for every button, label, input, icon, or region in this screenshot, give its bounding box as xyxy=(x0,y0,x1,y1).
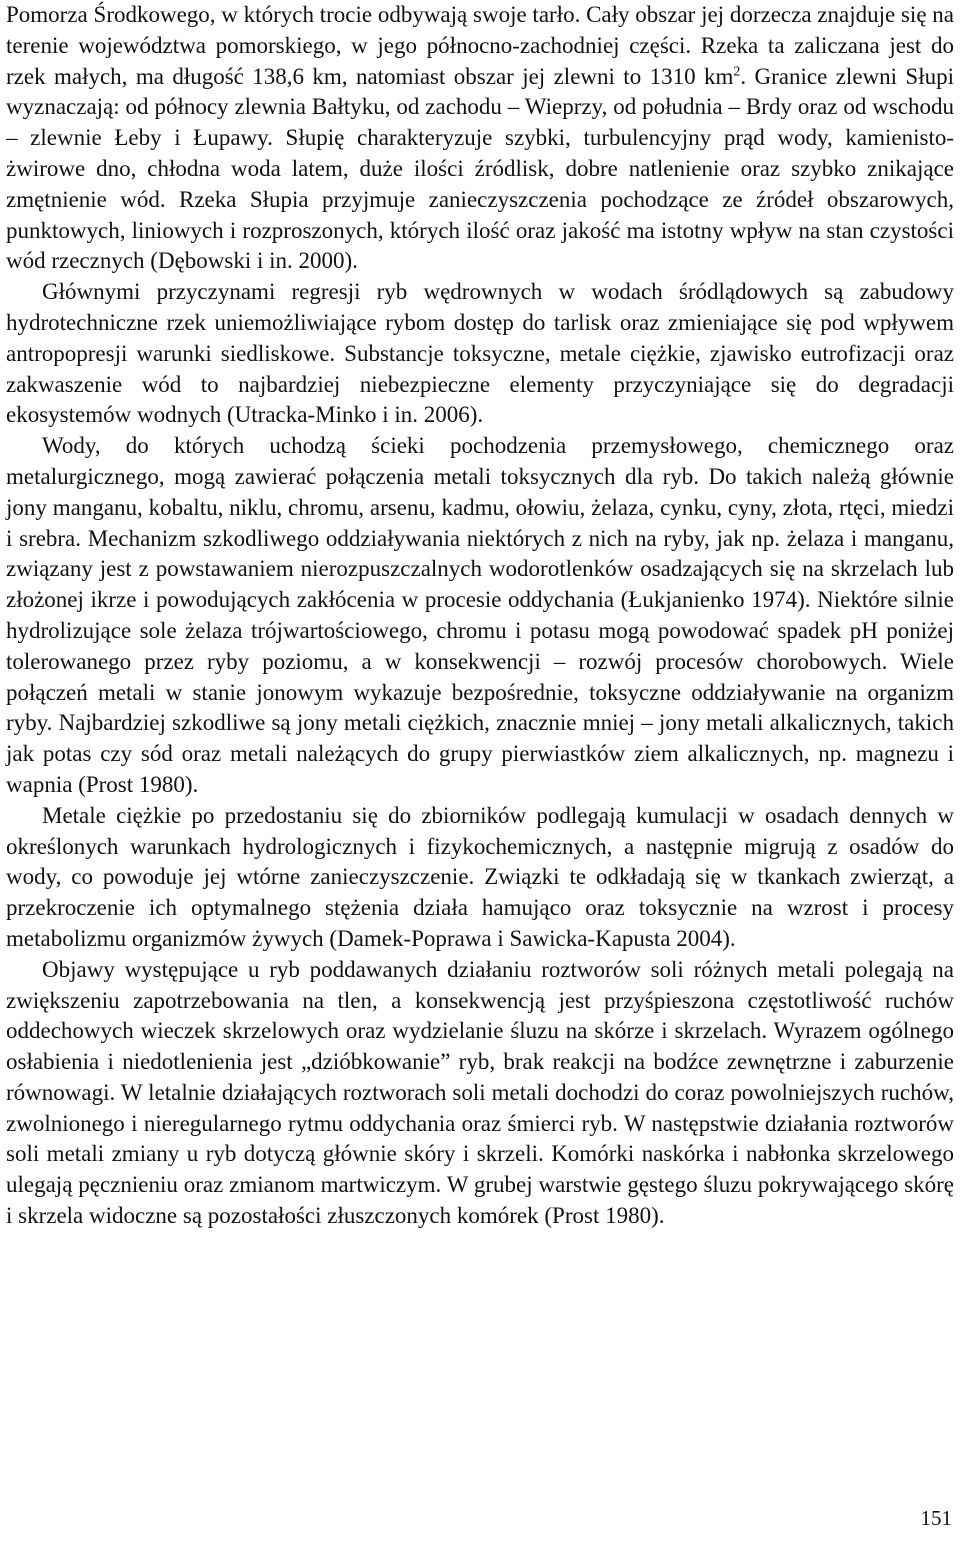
paragraph-5: Objawy występujące u ryb poddawanych działaniu roztworów soli różnych metali polegają na zwiększeniu zapotrzebowania na tlen, a konsekwencją jest przyśpieszona częstotliwość ruchów oddechowych wieczek skrzelowych oraz wydzielanie śluzu na skórze i skrzelach. Wyrazem ogólnego osłabienia i niedotlenienia jest „dzióbkowanie” ryb, brak reakcji na bodźce zewnętrzne i zaburzenie równowagi. W letalnie działających roztworach soli metali dochodzi do coraz powolniejszych ruchów, zwolnionego i nieregularnego rytmu oddychania oraz śmierci ryb. W następstwie działania roztworów soli metali zmiany u ryb dotyczą głównie skóry i skrzeli. Komórki naskórka i nabłonka skrzelowego ulegają pęcznieniu oraz zmianom martwiczym. W grubej warstwie gęstego śluzu pokrywającego skórę i skrzela widoczne są pozostałości złuszczonych komórek (Prost 1980). xyxy=(6,956,954,1229)
page-number: 151 xyxy=(920,1506,952,1530)
paragraph-text: . Granice zlewni Słupi wyznaczają: od północy zlewnia Bałtyku, od zachodu – Wieprzy, od południa – Brdy oraz od wschodu – zlewnie Łeby i Łupawy. Słupię charakteryzuje szybki, turbulencyjny prąd wody, kamienisto-żwirowe dno, chłodna woda latem, duże ilości źródlisk, dobre natlenienie oraz szybko znikające zmętnienie wód. Rzeka Słupia przyjmuje zanieczyszczenia pochodzące ze źródeł obszarowych, punktowych, liniowych i rozproszonych, których ilość oraz jakość ma istotny wpływ na stan czystości wód rzecznych (Dębowski i in. 2000). xyxy=(6,63,955,274)
paragraph-2: Głównymi przyczynami regresji ryb wędrownych w wodach śródlądowych są zabudowy hydrotechniczne rzek uniemożliwiające rybom dostęp do tarlisk oraz zmieniające się pod wpływem antropopresji warunki siedliskowe. Substancje toksyczne, metale ciężkie, zjawisko eutrofizacji oraz zakwaszenie wód to najbardziej niebezpieczne elementy przyczyniające się do degradacji ekosystemów wodnych (Utracka-Minko i in. 2006). xyxy=(6,279,954,428)
paragraph-3: Wody, do których uchodzą ścieki pochodzenia przemysłowego, chemicznego oraz metalurgicznego, mogą zawierać połączenia metali toksycznych dla ryb. Do takich należą głównie jony manganu, kobaltu, niklu, chromu, arsenu, kadmu, ołowiu, żelaza, cynku, cyny, złota, rtęci, miedzi i srebra. Mechanizm szkodliwego oddziaływania niektórych z nich na ryby, jak np. żelaza i manganu, związany jest z powstawaniem nierozpuszczalnych wodorotlenków osadzających się na skrzelach lub złożonej ikrze i powodujących zakłócenia w procesie oddychania (Łukjanienko 1974). Niektóre silnie hydrolizujące sole żelaza trójwartościowego, chromu i potasu mogą powodować spadek pH poniżej tolerowanego przez ryby poziomu, a w konsekwencji – rozwój procesów chorobowych. Wiele połączeń metali w stanie jonowym wykazuje bezpośrednie, toksyczne oddziaływanie na organizm ryby. Najbardziej szkodliwe są jony metali ciężkich, znacznie mniej – jony metali alkalicznych, takich jak potas czy sód oraz metali należących do grupy pierwiastków ziem alkalicznych, np. magnezu i wapnia (Prost 1980). xyxy=(6,433,954,797)
paragraph-text: Pomorza Środkowego, w których trocie odbywają swoje tarło. Cały obszar jej dorzecza znajduje się na terenie województwa pomorskiego, w jego północno-zachodniej części. Rzeka ta zaliczana jest do rzek małych, ma długość 138,6 km, natomiast obszar jej zlewni to 1310 km xyxy=(6,2,954,89)
document-body xyxy=(6,0,954,1232)
superscript: 2 xyxy=(733,63,741,79)
paragraph-4: Metale ciężkie po przedostaniu się do zbiorników podlegają kumulacji w osadach dennych w określonych warunkach hydrologicznych i fizykochemicznych, a następnie migrują z osadów do wody, co powoduje jej wtórne zanieczyszczenie. Związki te odkładają się w tkankach zwierząt, a przekroczenie ich optymalnego stężenia działa hamująco oraz toksycznie na wzrost i procesy metabolizmu organizmów żywych (Damek-Poprawa i Sawicka-Kapusta 2004). xyxy=(6,802,954,951)
paragraph-1 xyxy=(6,0,954,277)
